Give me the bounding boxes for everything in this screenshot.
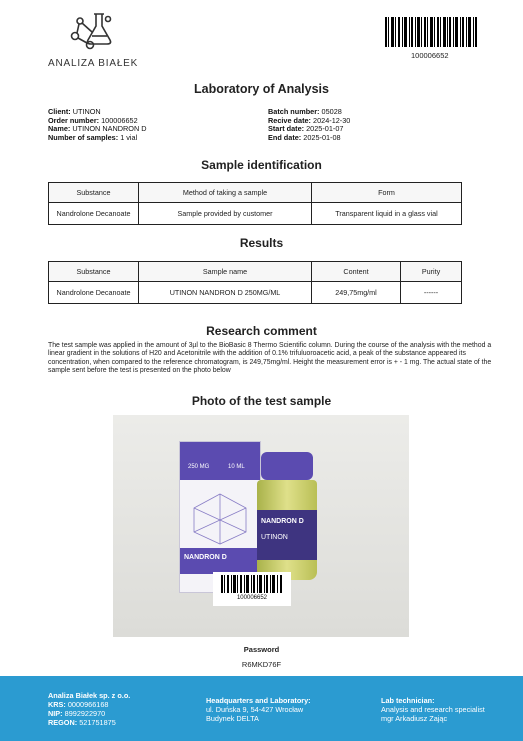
table-cell: ------ [401,282,462,304]
footer-technician [381,696,485,723]
company-name: Analiza Białek sp. z o.o. [48,691,131,700]
vial-body [257,480,317,580]
table-header: Content [312,262,401,282]
sample-identification-table [48,182,462,225]
research-comment-heading: Research comment [206,324,317,338]
batch-info: Batch number: 05028 Recive date: 2024-12-30 Start date: 2025-01-07 End date: 2025-01-08 [268,107,351,142]
sample-identification-heading: Sample identification [201,158,322,172]
vial-product: NANDRON D [261,518,304,525]
box-product: NANDRON D [184,554,227,561]
name-value: UTINON NANDRON D [72,124,147,134]
password-value: R6MKD76F [241,660,282,669]
table-cell: Transparent liquid in a glass vial [312,203,462,225]
barcode-graphic [385,17,477,47]
receive-value: 2024-12-30 [313,115,351,125]
barcode-number: 100006652 [411,51,449,60]
company-logo [68,10,116,54]
box-emblem [188,490,252,546]
logo-text: ANALIZA BIAŁEK [48,58,139,69]
box-volume: 10 ML [228,464,245,470]
table-cell: 249,75mg/ml [312,282,401,304]
sample-barcode-number: 100006652 [236,595,268,601]
results-table [48,261,462,304]
tech-label: Lab technician: [381,696,435,705]
molecule-flask-icon [68,10,116,54]
samples-value: 1 vial [120,132,138,142]
sample-photo [113,415,409,637]
krs-value: 0000966168 [67,700,109,709]
nip-value: 8992922970 [64,709,106,718]
footer-company: Analiza Białek sp. z o.o. KRS: 0000966168 NIP: 8992922970 REGON: 521751875 [48,691,131,727]
table-header: Substance [49,183,139,203]
vial-cap [261,452,313,480]
table-header: Method of taking a sample [139,183,312,203]
start-value: 2025-01-07 [306,124,344,134]
sample-barcode-label [213,572,291,606]
table-cell: UTINON NANDRON D 250MG/ML [139,282,312,304]
table-cell: Nandrolone Decanoate [49,282,139,304]
tech-name: mgr Arkadiusz Zając [381,714,448,723]
vial-brand: UTINON [261,534,288,541]
hq-building: Budynek DELTA [206,714,259,723]
barcode [385,17,477,47]
hq-label: Headquarters and Laboratory: [206,696,311,705]
photo-heading: Photo of the test sample [191,394,332,408]
results-heading: Results [239,236,284,250]
hq-address: ul. Duńska 9, 54-427 Wrocław [206,705,304,714]
research-comment-text: The test sample was applied in the amount of 3µl to the BioBasic 8 Thermo Scientific column. During the course of the analysis with the method a linear gradient in the solutions of H20 and Acetonitrile with the addition of 0.1% trifuluoroacetic acid, a peak of the substance appeared its concentration, when compared to the reference chromatogram, is 249,75mg/ml. Height the measurement error is + - 1 mg. The actual state of the sample sent before the test is presented on the photo below [48,342,492,375]
end-value: 2025-01-08 [303,132,341,142]
table-header: Sample name [139,262,312,282]
box-label-band [180,548,260,574]
tech-role: Analysis and research specialist [381,705,485,714]
box-top-band [180,442,260,480]
table-cell: Nandrolone Decanoate [49,203,139,225]
page-title: Laboratory of Analysis [194,82,329,96]
client-value: UTINON [72,107,101,116]
regon-value: 521751875 [79,718,116,727]
footer [0,676,523,741]
table-cell: Sample provided by customer [139,203,312,225]
table-header: Purity [401,262,462,282]
product-box [179,441,261,593]
footer-headquarters [206,696,311,723]
sample-barcode-graphic [221,575,283,593]
table-header: Substance [49,262,139,282]
table-header: Form [312,183,462,203]
password-label: Password [243,645,280,654]
vial-label [257,510,317,560]
client-info: Client: UTINON Order number: 100006652 Name: UTINON NANDRON D Number of samples: 1 vial [48,107,147,142]
batch-value: 05028 [321,107,342,116]
order-value: 100006652 [101,115,138,125]
box-dose: 250 MG [188,464,210,470]
